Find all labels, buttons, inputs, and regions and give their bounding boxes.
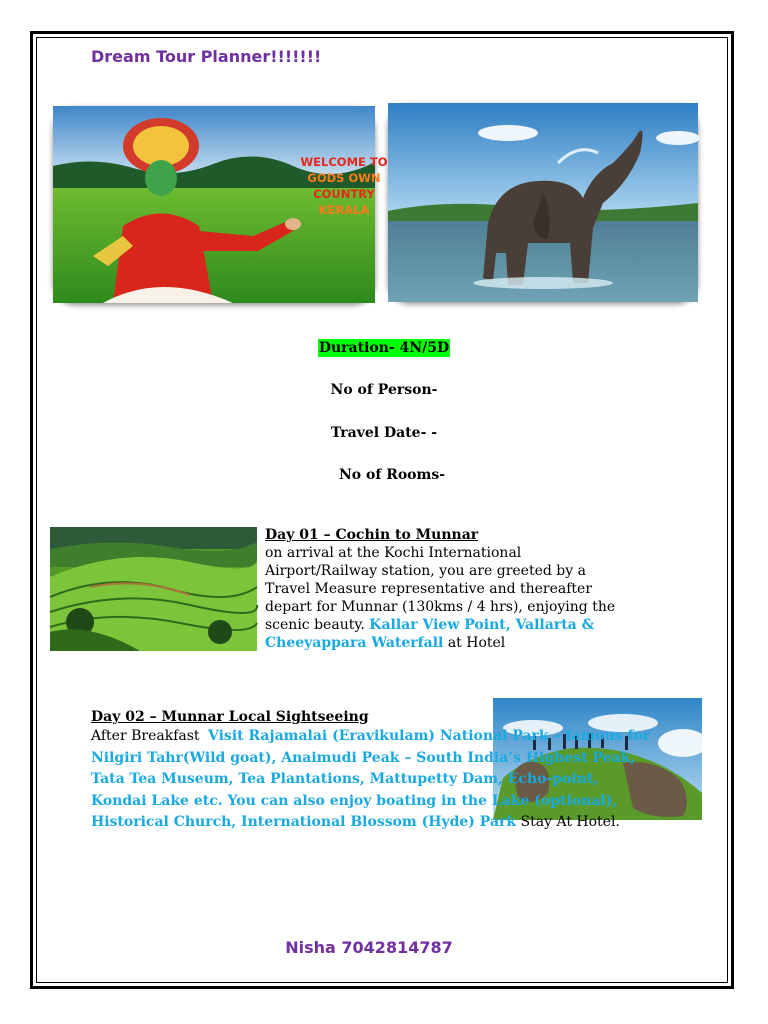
contact-info: Nisha 7042814787 [285,938,453,957]
page-title: Dream Tour Planner!!!!!!! [91,47,322,66]
day2-heading: Day 02 – Munnar Local Sightseeing [91,709,369,725]
welcome-line-1: WELCOME TO [300,155,388,169]
welcome-line-2: GODS OWN [307,171,381,185]
day1-suffix: at Hotel [443,635,506,651]
welcome-line-4: KERALA [318,203,370,217]
kerala-welcome-image [53,106,388,303]
welcome-caption [284,154,404,218]
day1-highlight: Kallar View Point, Vallarta & Cheeyappara Waterfall [265,617,595,651]
day2-suffix: Stay At Hotel. [516,814,620,830]
welcome-line-3: COUNTRY [313,187,375,201]
day1-heading: Day 01 – Cochin to Munnar [265,527,479,543]
duration-line [0,340,768,356]
duration-value: Duration- 4N/5D [318,340,450,356]
day2-section [91,708,651,834]
day2-prefix: After Breakfast [91,728,200,744]
day2-highlight: Visit Rajamalai (Eravikulam) National Park – famous for Nilgiri Tahr(Wild goat), Anaimudi Peak – South India’s Highest Peak, Tata Tea Museum, Tea Plantations, Mattupetty Dam, Echo-point, Kondai Lake etc. You can also enjoy boating in the Lake (optional), Historical Church, International Blossom (Hyde) Park [91,728,651,830]
day1-text: on arrival at the Kochi International Airport/Railway station, you are greeted by a Travel Measure representative and thereafter depart for Munnar (130kms / 4 hrs), enjoying the scenic beauty. [265,545,616,633]
tea-plantation-image [50,527,257,651]
rooms-line: No of Rooms- [338,467,446,483]
elephant-image [388,103,698,302]
persons-line: No of Person- [330,382,438,398]
day1-section [265,526,625,652]
travel-date-line: Travel Date- - [330,425,438,441]
